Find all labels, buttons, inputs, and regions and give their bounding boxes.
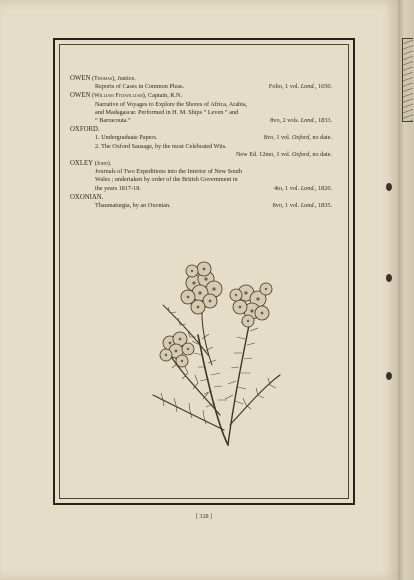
author-role: , Justice. <box>114 75 136 82</box>
date: 1650. <box>318 83 332 91</box>
format: 8vo, 2 vols. <box>270 117 300 125</box>
adjacent-page-decoration <box>402 38 413 122</box>
binding-hole <box>386 274 392 282</box>
adjacent-page-edge <box>398 0 414 580</box>
entry-detail-row <box>70 185 332 193</box>
place: Oxford, <box>292 150 311 158</box>
page-border <box>53 38 355 520</box>
entry-heading <box>70 75 332 83</box>
author-role: , Captain, R.N. <box>144 92 182 100</box>
place: Lond., <box>300 117 317 125</box>
author-name: OXFORD. <box>70 126 100 134</box>
format: New Ed. 12mo, 1 vol. <box>235 150 291 158</box>
work-title: “ Barracouta.” <box>95 117 131 125</box>
author-name: OXLEY <box>70 160 94 168</box>
imprint <box>270 117 332 125</box>
work-title: the years 1817-18. <box>95 184 141 192</box>
imprint <box>269 83 332 91</box>
author-role: . <box>109 160 112 168</box>
binding-hole <box>386 372 392 380</box>
place: Lond., <box>300 202 317 210</box>
entry-heading <box>70 92 332 100</box>
format: Folio, 1 vol. <box>268 83 300 91</box>
page-inner-border <box>59 44 349 520</box>
entry-description-line: Journals of Two Expeditions into the Interior of New South <box>95 168 243 176</box>
imprint <box>273 202 332 210</box>
date: 1820. <box>318 184 332 192</box>
work-title: Thaumaturgia, by an Oxonian. <box>95 202 171 210</box>
entry-detail-row <box>70 83 332 91</box>
page-number: [ 328 ] <box>195 513 213 520</box>
author-forename: (William Fitzwilliam) <box>91 92 145 100</box>
place: Lond., <box>300 184 317 192</box>
date: 1835. <box>318 202 332 210</box>
author-name: OWEN <box>70 75 91 82</box>
entry-detail-row <box>70 151 332 159</box>
work-title: Reports of Cases in Common Pleas. <box>95 83 185 91</box>
entry-heading <box>70 126 332 134</box>
catalogue-entries <box>70 75 332 211</box>
work-title: 2. The Oxford Sausage, by the most Celebrated Wits. <box>95 142 227 150</box>
place: Lond., <box>300 83 317 91</box>
catalogue-entry <box>70 194 332 210</box>
imprint <box>274 185 332 193</box>
entry-detail-row <box>70 202 332 210</box>
catalogue-entry <box>70 92 332 125</box>
entry-heading <box>70 160 332 168</box>
date: 1833. <box>318 117 332 125</box>
format: 4to, 1 vol. <box>274 184 300 192</box>
entry-detail-row <box>70 134 332 142</box>
catalogue-entry <box>70 160 332 193</box>
format: 8vo, 1 vol. <box>263 134 291 142</box>
heath-flower-illustration <box>148 255 288 485</box>
catalogue-entry <box>70 75 332 91</box>
author-name: OWEN <box>70 92 91 100</box>
date: no date. <box>312 134 332 142</box>
entry-description-line: Wales ; undertaken by order of the British Government in <box>95 176 238 184</box>
entry-heading <box>70 194 332 202</box>
binding-hole <box>386 183 392 191</box>
entry-detail-row <box>70 143 332 151</box>
format: 8vo, 1 vol. <box>272 202 300 210</box>
author-name: OXONIAN. <box>70 193 104 201</box>
catalogue-entry <box>70 126 332 159</box>
author-forename: (Thomas) <box>91 75 115 82</box>
entry-detail-row <box>70 117 332 125</box>
entry-description-line: and Madagascar. Performed in H. M. Ships “ Leven ” and <box>95 108 239 116</box>
place: Oxford, <box>292 134 311 142</box>
work-title: 1. Undergraduate Papers. <box>95 134 158 142</box>
entry-description-line: Narrative of Voyages to Explore the Shores of Africa, Arabia, <box>95 100 248 108</box>
imprint <box>236 151 332 159</box>
date: no date. <box>312 150 332 158</box>
imprint <box>264 134 332 142</box>
author-forename: (John) <box>94 160 110 168</box>
